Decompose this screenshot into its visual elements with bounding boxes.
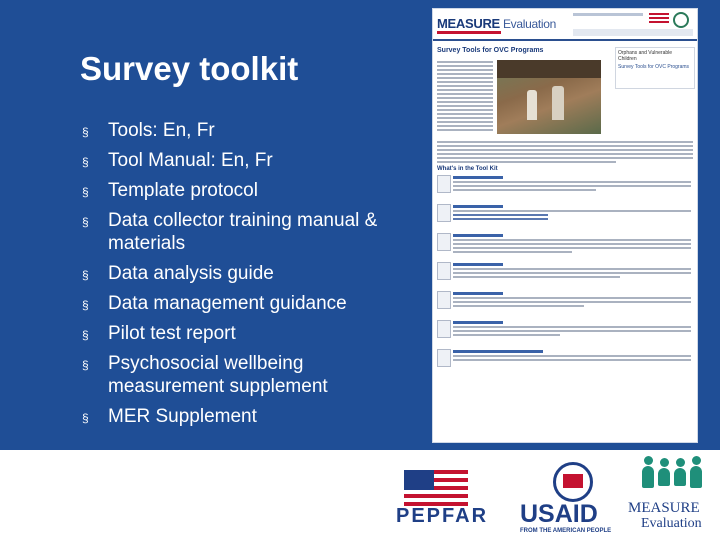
bullet-item: [82, 179, 402, 202]
screenshot-logo: [437, 16, 556, 31]
bullet-marker: §: [82, 328, 89, 342]
bullet-item: [82, 322, 402, 345]
bullet-marker: §: [82, 215, 89, 229]
bullet-marker: §: [82, 411, 89, 425]
screenshot-flag-icon: [649, 13, 669, 25]
bullet-item: [82, 119, 402, 142]
slide-title: Survey toolkit: [80, 50, 299, 87]
document-icon: [437, 204, 451, 222]
screenshot-logo-main: MEASURE: [437, 16, 500, 31]
screenshot-page-heading: Survey Tools for OVC Programs: [437, 47, 544, 54]
screenshot-sidebar-title: Orphans and Vulnerable Children: [618, 50, 673, 62]
bullet-item: [82, 405, 402, 428]
bullet-text: Tools: En, Fr: [108, 120, 215, 141]
bullet-text: Data management guidance: [108, 293, 347, 314]
document-icon: [437, 349, 451, 367]
screenshot-toolkit-item: [437, 261, 693, 287]
bullet-marker: §: [82, 185, 89, 199]
screenshot-top-links: [573, 13, 643, 16]
document-icon: [437, 175, 451, 193]
pepfar-logo-text: PEPFAR: [396, 505, 489, 527]
screenshot-photo: [497, 60, 601, 134]
screenshot-logo-underline: [437, 31, 501, 34]
bullet-marker: §: [82, 298, 89, 312]
bullet-item: [82, 209, 402, 255]
screenshot-seal-icon: [673, 12, 689, 28]
usaid-logo-text: USAID: [520, 500, 598, 528]
bullet-text: MER Supplement: [108, 406, 257, 427]
screenshot-toolkit-item: [437, 203, 693, 229]
bullet-text: Template protocol: [108, 180, 258, 201]
bullet-list: [82, 119, 402, 435]
measure-people-icon: [640, 456, 706, 496]
screenshot-toolkit-item: [437, 319, 693, 345]
screenshot-body: [437, 139, 693, 377]
screenshot-main: [437, 47, 607, 57]
screenshot-toolkit-item: [437, 232, 693, 258]
bullet-text: Pilot test report: [108, 323, 236, 344]
bullet-marker: §: [82, 155, 89, 169]
usaid-tagline: FROM THE AMERICAN PEOPLE: [520, 528, 612, 534]
website-screenshot: [432, 8, 698, 443]
document-icon: [437, 291, 451, 309]
bullet-text: Psychosocial wellbeing measurement supplement: [108, 353, 328, 397]
bullet-marker: §: [82, 125, 89, 139]
bullet-item: [82, 262, 402, 285]
screenshot-toolkit-item: [437, 348, 693, 374]
screenshot-intro-text: [437, 59, 493, 133]
bullet-item: [82, 352, 402, 398]
bullet-item: [82, 292, 402, 315]
bullet-text: Data collector training manual & materials: [108, 210, 378, 254]
usaid-seal-shield: [563, 474, 583, 488]
document-icon: [437, 262, 451, 280]
screenshot-sidebar: [615, 47, 695, 89]
document-icon: [437, 320, 451, 338]
bullet-item: [82, 149, 402, 172]
bullet-marker: §: [82, 268, 89, 282]
bullet-text: Data analysis guide: [108, 263, 274, 284]
screenshot-toolkit-item: [437, 174, 693, 200]
screenshot-toolkit-item: [437, 290, 693, 316]
measure-logo-text: MEASURE: [628, 500, 700, 516]
bullet-text: Tool Manual: En, Fr: [108, 150, 273, 171]
pepfar-flag-canton: [404, 470, 434, 490]
screenshot-sidebar-link: Survey Tools for OVC Programs: [618, 64, 690, 70]
measure-logo-subtext: Evaluation: [641, 516, 702, 531]
screenshot-logo-sub: Evaluation: [499, 17, 556, 31]
document-icon: [437, 233, 451, 251]
screenshot-header: [433, 9, 697, 41]
screenshot-section-heading: What's in the Tool Kit: [437, 166, 498, 172]
screenshot-nav-bar: [573, 29, 693, 36]
bullet-marker: §: [82, 358, 89, 372]
